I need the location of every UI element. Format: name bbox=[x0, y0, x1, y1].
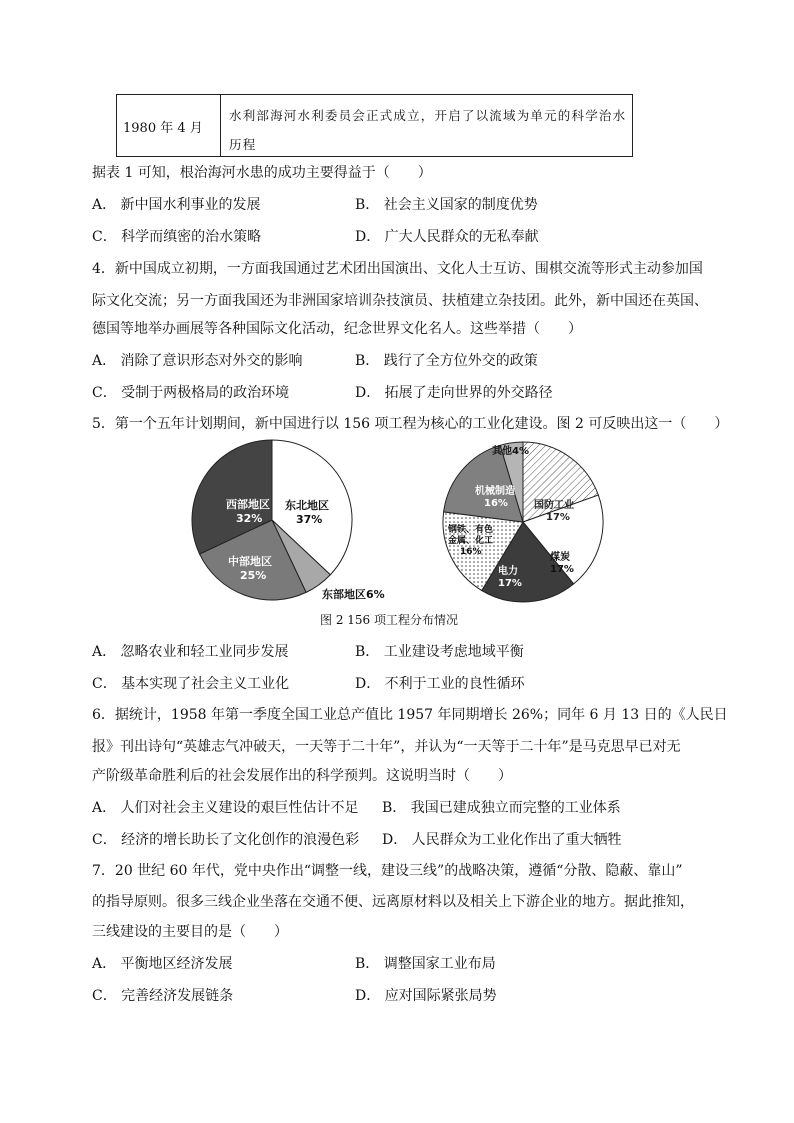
history-table bbox=[116, 94, 633, 157]
pie2-label-metal: 钢铁、有色 bbox=[448, 525, 494, 535]
q5-option-b: B． 工业建设考虑地域平衡 bbox=[355, 644, 524, 660]
figure-2-pie-charts bbox=[180, 436, 620, 608]
table-date-cell bbox=[117, 95, 221, 156]
table-event: 水利部海河水利委员会正式成立，开启了以流域为单元的科学治水历程 bbox=[229, 108, 627, 152]
q3-stem: 据表 1 可知，根治海河水患的成功主要得益于（ ） bbox=[92, 165, 432, 181]
q6-option-b: B． 我国已建成独立而完整的工业体系 bbox=[382, 800, 621, 816]
q4-option-b: B． 践行了全方位外交的政策 bbox=[355, 353, 538, 369]
pie2-value-coal: 17% bbox=[550, 564, 574, 575]
q4-option-d: D． 拓展了走向世界的外交路径 bbox=[355, 385, 553, 401]
q5-stem: 5．第一个五年计划期间，新中国进行以 156 项工程为核心的工业化建设。图 2 可反映出这一（ ） bbox=[92, 416, 729, 432]
pie1-label-west: 西部地区 bbox=[226, 498, 270, 511]
q4-line2: 际文化交流；另一方面我国还为非洲国家培训杂技演员、扶植建立杂技团。此外，新中国还在英国、 bbox=[92, 293, 708, 309]
pie1-label-central: 中部地区 bbox=[228, 555, 272, 568]
q3-option-a: A． 新中国水利事业的发展 bbox=[92, 197, 261, 213]
figure-2-caption: 图 2 156 项工程分布情况 bbox=[320, 613, 458, 627]
pie1-value-west: 32% bbox=[236, 512, 263, 525]
q7-line3: 三线建设的主要目的是（ ） bbox=[92, 924, 288, 940]
q6-option-c: C． 经济的增长助长了文化创作的浪漫色彩 bbox=[92, 832, 360, 848]
q6-option-d: D． 人民群众为工业化作出了重大牺牲 bbox=[382, 832, 622, 848]
pie2-value-machinery: 16% bbox=[484, 498, 508, 509]
pie1-label-northeast: 东北地区 bbox=[285, 499, 329, 512]
pie2-value-defense: 17% bbox=[546, 512, 570, 523]
q5-option-d: D． 不利于工业的良性循环 bbox=[355, 676, 525, 692]
pie-industries bbox=[443, 442, 603, 602]
q6-line2: 报》刊出诗句“英雄志气冲破天，一天等于二十年”，并认为“一天等于二十年”是马克思早已对无 bbox=[92, 739, 681, 755]
q6-option-a: A． 人们对社会主义建设的艰巨性估计不足 bbox=[92, 800, 359, 816]
pie2-label-defense: 国防工业 bbox=[534, 500, 574, 511]
q4-line1: 4．新中国成立初期，一方面我国通过艺术团出国演出、文化人士互访、围棋交流等形式主动参加国 bbox=[92, 261, 703, 277]
q4-option-c: C． 受制于两极格局的政治环境 bbox=[92, 385, 290, 401]
q5-option-a: A． 忽略农业和轻工业同步发展 bbox=[92, 644, 289, 660]
pie1-value-northeast: 37% bbox=[296, 513, 323, 526]
q4-option-a: A． 消除了意识形态对外交的影响 bbox=[92, 353, 303, 369]
pie1-label-east: 东部地区6% bbox=[322, 588, 385, 601]
pie-regions bbox=[192, 440, 352, 600]
pie2-value-metal: 16% bbox=[460, 547, 482, 557]
q6-line1: 6．据统计，1958 年第一季度全国工业总产值比 1957 年同期增长 26%；同年 6 月 13 日的《人民日 bbox=[92, 707, 728, 723]
q3-option-b: B． 社会主义国家的制度优势 bbox=[355, 197, 538, 213]
q7-option-d: D． 应对国际紧张局势 bbox=[355, 988, 497, 1004]
table-date: 1980 年 4 月 bbox=[123, 121, 203, 136]
pie2-label-other: 其他4% bbox=[492, 446, 529, 457]
q7-line1: 7．20 世纪 60 年代，党中央作出“调整一线，建设三线”的战略决策，遵循“分散、隐蔽、靠山” bbox=[92, 863, 683, 879]
pie2-label-power: 电力 bbox=[498, 566, 518, 577]
q7-option-b: B． 调整国家工业布局 bbox=[355, 956, 496, 972]
q7-line2: 的指导原则。很多三线企业坐落在交通不便、远离原材料以及相关上下游企业的地方。据此推知， bbox=[92, 894, 694, 910]
q5-option-c: C． 基本实现了社会主义工业化 bbox=[92, 676, 290, 692]
q4-line3: 德国等地举办画展等各种国际文化活动，纪念世界文化名人。这些举措（ ） bbox=[92, 321, 582, 337]
pie2-label-machinery: 机械制造 bbox=[475, 486, 515, 497]
q6-line3: 产阶级革命胜利后的社会发展作出的科学预判。这说明当时（ ） bbox=[92, 768, 512, 784]
q7-option-c: C． 完善经济发展链条 bbox=[92, 988, 234, 1004]
pie2-value-power: 17% bbox=[498, 578, 522, 589]
pie1-value-central: 25% bbox=[240, 569, 267, 582]
pie2-label-coal: 煤炭 bbox=[550, 552, 570, 563]
q3-option-d: D． 广大人民群众的无私奉献 bbox=[355, 229, 539, 245]
pie2-label-metal-2: 金属、化工 bbox=[448, 536, 494, 546]
q3-option-c: C． 科学而缜密的治水策略 bbox=[92, 229, 262, 245]
q7-option-a: A． 平衡地区经济发展 bbox=[92, 956, 233, 972]
